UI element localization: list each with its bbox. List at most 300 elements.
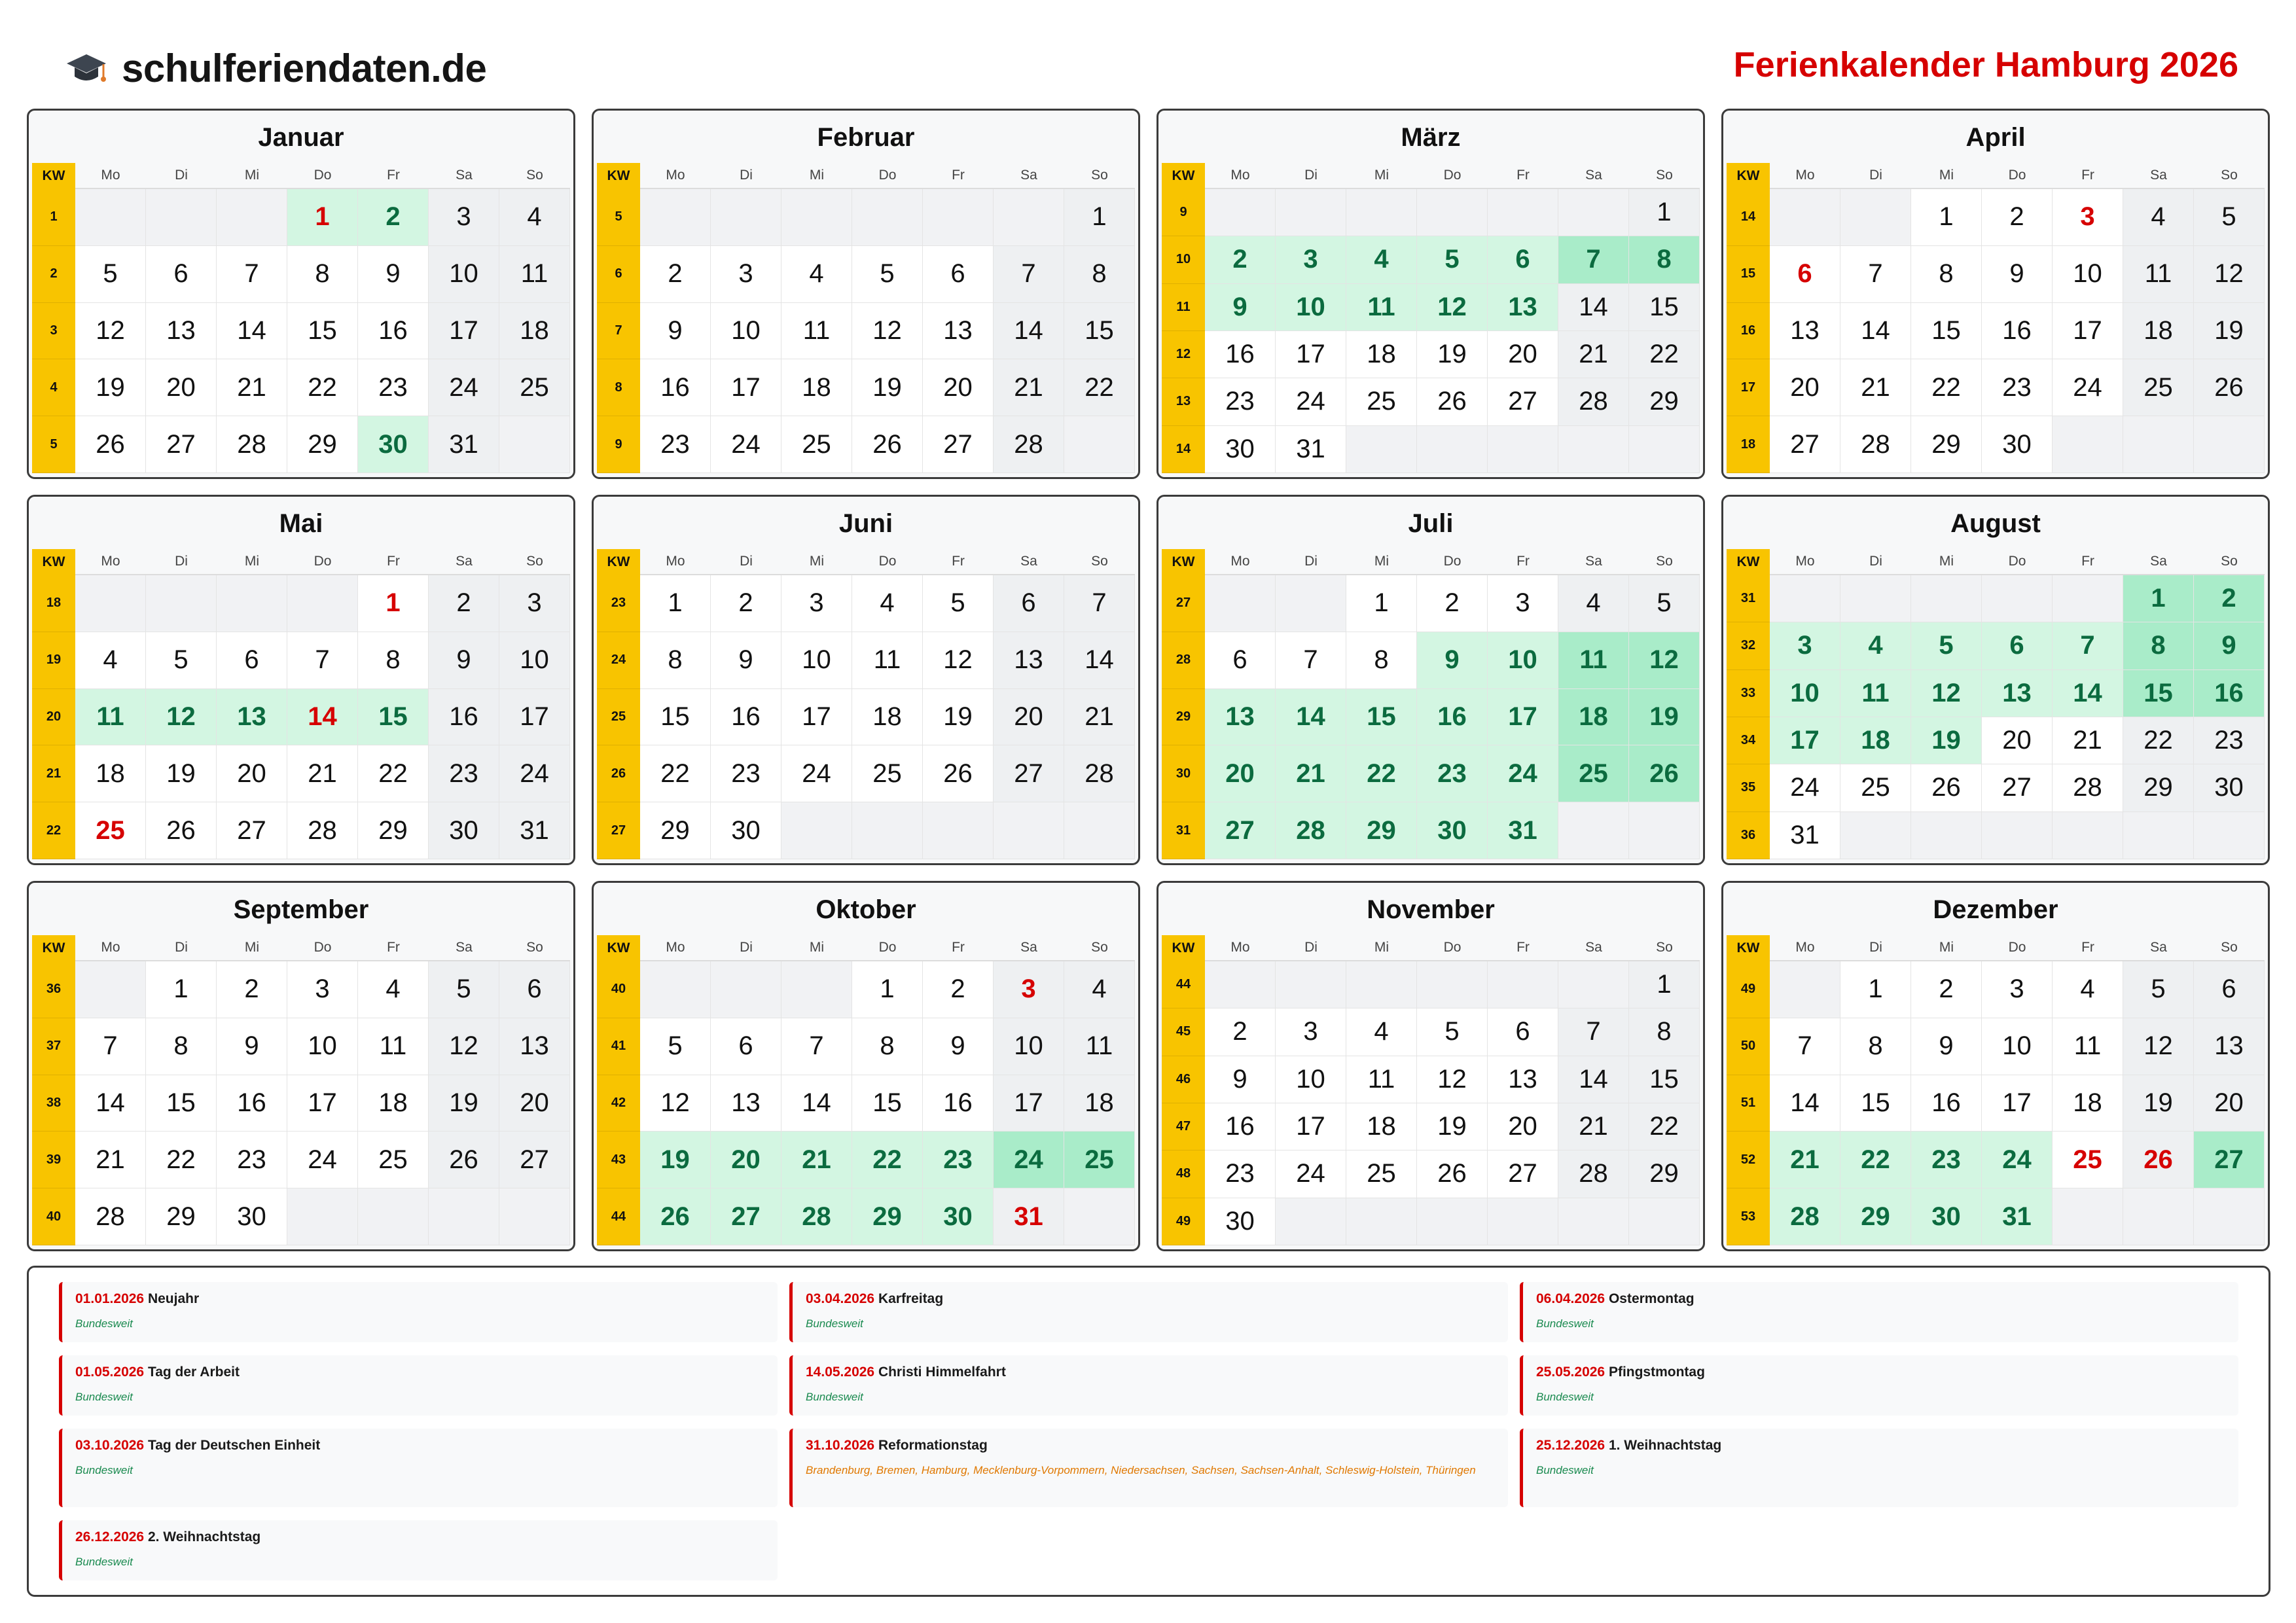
day-cell[interactable]: 24 xyxy=(1276,378,1346,425)
day-cell[interactable]: 11 xyxy=(2123,246,2194,303)
day-cell[interactable]: 31 xyxy=(499,802,570,859)
day-cell[interactable]: 18 xyxy=(358,1075,429,1132)
day-cell[interactable]: 2 xyxy=(923,961,994,1018)
day-cell[interactable]: 11 xyxy=(1346,284,1417,331)
day-cell[interactable]: 22 xyxy=(1911,359,1982,416)
day-cell[interactable]: 15 xyxy=(1911,303,1982,360)
day-cell[interactable]: 8 xyxy=(287,246,358,303)
day-cell[interactable]: 10 xyxy=(1982,1018,2053,1075)
day-cell[interactable]: 2 xyxy=(640,246,711,303)
day-cell[interactable]: 29 xyxy=(640,802,711,859)
day-cell[interactable]: 26 xyxy=(2123,1132,2194,1188)
day-cell[interactable]: 1 xyxy=(1629,189,1700,236)
day-cell[interactable]: 30 xyxy=(923,1188,994,1245)
day-cell[interactable]: 23 xyxy=(923,1132,994,1188)
day-cell[interactable]: 27 xyxy=(1488,1150,1558,1198)
day-cell[interactable]: 21 xyxy=(1558,1103,1629,1150)
day-cell[interactable]: 29 xyxy=(2123,764,2194,812)
day-cell[interactable]: 1 xyxy=(146,961,217,1018)
day-cell[interactable]: 22 xyxy=(358,745,429,802)
day-cell[interactable]: 27 xyxy=(1982,764,2053,812)
day-cell[interactable]: 4 xyxy=(1558,575,1629,632)
day-cell[interactable]: 15 xyxy=(2123,670,2194,717)
day-cell[interactable]: 3 xyxy=(2053,189,2123,246)
day-cell[interactable]: 1 xyxy=(1629,961,1700,1008)
day-cell[interactable]: 25 xyxy=(781,416,852,473)
day-cell[interactable]: 7 xyxy=(75,1018,146,1075)
day-cell[interactable]: 17 xyxy=(781,689,852,746)
day-cell[interactable]: 18 xyxy=(1840,717,1911,764)
day-cell[interactable]: 3 xyxy=(1276,236,1346,283)
day-cell[interactable]: 24 xyxy=(1982,1132,2053,1188)
day-cell[interactable]: 19 xyxy=(1629,689,1700,746)
site-logo[interactable] xyxy=(65,46,486,91)
day-cell[interactable]: 3 xyxy=(1770,622,1840,669)
day-cell[interactable]: 25 xyxy=(2053,1132,2123,1188)
day-cell[interactable]: 3 xyxy=(287,961,358,1018)
day-cell[interactable]: 15 xyxy=(1840,1075,1911,1132)
day-cell[interactable]: 15 xyxy=(852,1075,923,1132)
day-cell[interactable]: 29 xyxy=(358,802,429,859)
day-cell[interactable]: 24 xyxy=(711,416,781,473)
day-cell[interactable]: 23 xyxy=(217,1132,287,1188)
day-cell[interactable]: 16 xyxy=(358,303,429,360)
day-cell[interactable]: 17 xyxy=(1982,1075,2053,1132)
day-cell[interactable]: 17 xyxy=(287,1075,358,1132)
day-cell[interactable]: 16 xyxy=(1911,1075,1982,1132)
day-cell[interactable]: 14 xyxy=(1558,1056,1629,1103)
day-cell[interactable]: 11 xyxy=(1558,632,1629,689)
day-cell[interactable]: 30 xyxy=(1982,416,2053,473)
day-cell[interactable]: 29 xyxy=(287,416,358,473)
day-cell[interactable]: 10 xyxy=(1770,670,1840,717)
day-cell[interactable]: 13 xyxy=(994,632,1064,689)
day-cell[interactable]: 6 xyxy=(711,1018,781,1075)
day-cell[interactable]: 6 xyxy=(1205,632,1276,689)
day-cell[interactable]: 26 xyxy=(923,745,994,802)
day-cell[interactable]: 15 xyxy=(146,1075,217,1132)
day-cell[interactable]: 28 xyxy=(1558,1150,1629,1198)
day-cell[interactable]: 21 xyxy=(781,1132,852,1188)
day-cell[interactable]: 18 xyxy=(75,745,146,802)
day-cell[interactable]: 20 xyxy=(1488,331,1558,378)
day-cell[interactable]: 20 xyxy=(499,1075,570,1132)
day-cell[interactable]: 26 xyxy=(75,416,146,473)
day-cell[interactable]: 9 xyxy=(1205,284,1276,331)
day-cell[interactable]: 17 xyxy=(1770,717,1840,764)
day-cell[interactable]: 4 xyxy=(75,632,146,689)
day-cell[interactable]: 2 xyxy=(429,575,499,632)
day-cell[interactable]: 4 xyxy=(852,575,923,632)
day-cell[interactable]: 21 xyxy=(1770,1132,1840,1188)
day-cell[interactable]: 15 xyxy=(1064,303,1135,360)
day-cell[interactable]: 13 xyxy=(1205,689,1276,746)
day-cell[interactable]: 14 xyxy=(75,1075,146,1132)
day-cell[interactable]: 8 xyxy=(1629,236,1700,283)
day-cell[interactable]: 15 xyxy=(1346,689,1417,746)
day-cell[interactable]: 4 xyxy=(358,961,429,1018)
day-cell[interactable]: 26 xyxy=(1417,1150,1488,1198)
day-cell[interactable]: 14 xyxy=(781,1075,852,1132)
day-cell[interactable]: 28 xyxy=(287,802,358,859)
day-cell[interactable]: 21 xyxy=(1558,331,1629,378)
day-cell[interactable]: 21 xyxy=(75,1132,146,1188)
day-cell[interactable]: 30 xyxy=(1417,802,1488,859)
day-cell[interactable]: 11 xyxy=(781,303,852,360)
day-cell[interactable]: 13 xyxy=(146,303,217,360)
day-cell[interactable]: 19 xyxy=(2194,303,2265,360)
day-cell[interactable]: 13 xyxy=(1770,303,1840,360)
day-cell[interactable]: 11 xyxy=(1064,1018,1135,1075)
day-cell[interactable]: 23 xyxy=(1417,745,1488,802)
day-cell[interactable]: 7 xyxy=(1276,632,1346,689)
day-cell[interactable]: 28 xyxy=(75,1188,146,1245)
day-cell[interactable]: 4 xyxy=(1346,1008,1417,1056)
day-cell[interactable]: 16 xyxy=(1205,1103,1276,1150)
day-cell[interactable]: 4 xyxy=(1064,961,1135,1018)
day-cell[interactable]: 10 xyxy=(994,1018,1064,1075)
day-cell[interactable]: 3 xyxy=(711,246,781,303)
day-cell[interactable]: 4 xyxy=(781,246,852,303)
day-cell[interactable]: 10 xyxy=(711,303,781,360)
day-cell[interactable]: 20 xyxy=(1770,359,1840,416)
day-cell[interactable]: 14 xyxy=(287,689,358,746)
day-cell[interactable]: 3 xyxy=(1982,961,2053,1018)
day-cell[interactable]: 11 xyxy=(2053,1018,2123,1075)
day-cell[interactable]: 17 xyxy=(429,303,499,360)
day-cell[interactable]: 3 xyxy=(1276,1008,1346,1056)
day-cell[interactable]: 9 xyxy=(1911,1018,1982,1075)
day-cell[interactable]: 23 xyxy=(1911,1132,1982,1188)
day-cell[interactable]: 16 xyxy=(1205,331,1276,378)
day-cell[interactable]: 23 xyxy=(429,745,499,802)
day-cell[interactable]: 8 xyxy=(1346,632,1417,689)
day-cell[interactable]: 14 xyxy=(1558,284,1629,331)
day-cell[interactable]: 2 xyxy=(1911,961,1982,1018)
day-cell[interactable]: 14 xyxy=(1276,689,1346,746)
day-cell[interactable]: 11 xyxy=(852,632,923,689)
day-cell[interactable]: 24 xyxy=(1276,1150,1346,1198)
day-cell[interactable]: 24 xyxy=(1488,745,1558,802)
day-cell[interactable]: 13 xyxy=(711,1075,781,1132)
day-cell[interactable]: 21 xyxy=(2053,717,2123,764)
day-cell[interactable]: 28 xyxy=(1558,378,1629,425)
day-cell[interactable]: 7 xyxy=(1558,236,1629,283)
day-cell[interactable]: 14 xyxy=(2053,670,2123,717)
day-cell[interactable]: 6 xyxy=(217,632,287,689)
day-cell[interactable]: 15 xyxy=(1629,284,1700,331)
day-cell[interactable]: 8 xyxy=(1064,246,1135,303)
day-cell[interactable]: 4 xyxy=(1346,236,1417,283)
day-cell[interactable]: 20 xyxy=(923,359,994,416)
day-cell[interactable]: 28 xyxy=(2053,764,2123,812)
day-cell[interactable]: 18 xyxy=(1064,1075,1135,1132)
day-cell[interactable]: 17 xyxy=(711,359,781,416)
day-cell[interactable]: 8 xyxy=(1911,246,1982,303)
day-cell[interactable]: 13 xyxy=(2194,1018,2265,1075)
day-cell[interactable]: 21 xyxy=(217,359,287,416)
day-cell[interactable]: 12 xyxy=(852,303,923,360)
day-cell[interactable]: 19 xyxy=(146,745,217,802)
day-cell[interactable]: 15 xyxy=(640,689,711,746)
day-cell[interactable]: 5 xyxy=(1417,236,1488,283)
day-cell[interactable]: 20 xyxy=(1205,745,1276,802)
day-cell[interactable]: 2 xyxy=(217,961,287,1018)
day-cell[interactable]: 16 xyxy=(1417,689,1488,746)
day-cell[interactable]: 23 xyxy=(358,359,429,416)
day-cell[interactable]: 30 xyxy=(711,802,781,859)
day-cell[interactable]: 24 xyxy=(287,1132,358,1188)
day-cell[interactable]: 1 xyxy=(2123,575,2194,622)
day-cell[interactable]: 16 xyxy=(923,1075,994,1132)
day-cell[interactable]: 8 xyxy=(1629,1008,1700,1056)
day-cell[interactable]: 7 xyxy=(1840,246,1911,303)
day-cell[interactable]: 10 xyxy=(1488,632,1558,689)
day-cell[interactable]: 5 xyxy=(852,246,923,303)
day-cell[interactable]: 6 xyxy=(1982,622,2053,669)
day-cell[interactable]: 16 xyxy=(217,1075,287,1132)
day-cell[interactable]: 21 xyxy=(1064,689,1135,746)
day-cell[interactable]: 23 xyxy=(1205,1150,1276,1198)
day-cell[interactable]: 27 xyxy=(711,1188,781,1245)
day-cell[interactable]: 23 xyxy=(1982,359,2053,416)
day-cell[interactable]: 30 xyxy=(429,802,499,859)
day-cell[interactable]: 5 xyxy=(75,246,146,303)
day-cell[interactable]: 8 xyxy=(146,1018,217,1075)
day-cell[interactable]: 9 xyxy=(1205,1056,1276,1103)
day-cell[interactable]: 12 xyxy=(429,1018,499,1075)
day-cell[interactable]: 27 xyxy=(994,745,1064,802)
day-cell[interactable]: 22 xyxy=(1346,745,1417,802)
day-cell[interactable]: 28 xyxy=(1840,416,1911,473)
day-cell[interactable]: 21 xyxy=(287,745,358,802)
day-cell[interactable]: 13 xyxy=(217,689,287,746)
day-cell[interactable]: 9 xyxy=(923,1018,994,1075)
day-cell[interactable]: 20 xyxy=(2194,1075,2265,1132)
day-cell[interactable]: 27 xyxy=(1770,416,1840,473)
day-cell[interactable]: 28 xyxy=(1276,802,1346,859)
day-cell[interactable]: 8 xyxy=(358,632,429,689)
day-cell[interactable]: 21 xyxy=(1840,359,1911,416)
day-cell[interactable]: 19 xyxy=(2123,1075,2194,1132)
day-cell[interactable]: 12 xyxy=(75,303,146,360)
day-cell[interactable]: 22 xyxy=(1629,331,1700,378)
day-cell[interactable]: 18 xyxy=(781,359,852,416)
day-cell[interactable]: 29 xyxy=(1629,378,1700,425)
day-cell[interactable]: 22 xyxy=(146,1132,217,1188)
day-cell[interactable]: 22 xyxy=(1629,1103,1700,1150)
day-cell[interactable]: 12 xyxy=(640,1075,711,1132)
day-cell[interactable]: 4 xyxy=(499,189,570,246)
day-cell[interactable]: 23 xyxy=(711,745,781,802)
day-cell[interactable]: 20 xyxy=(1488,1103,1558,1150)
day-cell[interactable]: 13 xyxy=(1982,670,2053,717)
day-cell[interactable]: 29 xyxy=(146,1188,217,1245)
day-cell[interactable]: 25 xyxy=(2123,359,2194,416)
day-cell[interactable]: 5 xyxy=(429,961,499,1018)
day-cell[interactable]: 26 xyxy=(1911,764,1982,812)
day-cell[interactable]: 25 xyxy=(75,802,146,859)
day-cell[interactable]: 4 xyxy=(2053,961,2123,1018)
day-cell[interactable]: 21 xyxy=(1276,745,1346,802)
day-cell[interactable]: 9 xyxy=(429,632,499,689)
day-cell[interactable]: 25 xyxy=(1346,378,1417,425)
day-cell[interactable]: 16 xyxy=(429,689,499,746)
day-cell[interactable]: 9 xyxy=(1417,632,1488,689)
day-cell[interactable]: 27 xyxy=(1205,802,1276,859)
day-cell[interactable]: 3 xyxy=(429,189,499,246)
day-cell[interactable]: 2 xyxy=(1982,189,2053,246)
day-cell[interactable]: 12 xyxy=(1417,1056,1488,1103)
day-cell[interactable]: 25 xyxy=(499,359,570,416)
day-cell[interactable]: 25 xyxy=(358,1132,429,1188)
day-cell[interactable]: 12 xyxy=(923,632,994,689)
day-cell[interactable]: 12 xyxy=(1629,632,1700,689)
day-cell[interactable]: 5 xyxy=(146,632,217,689)
day-cell[interactable]: 3 xyxy=(781,575,852,632)
day-cell[interactable]: 22 xyxy=(2123,717,2194,764)
day-cell[interactable]: 20 xyxy=(1982,717,2053,764)
day-cell[interactable]: 27 xyxy=(217,802,287,859)
day-cell[interactable]: 5 xyxy=(2194,189,2265,246)
day-cell[interactable]: 26 xyxy=(146,802,217,859)
day-cell[interactable]: 7 xyxy=(1770,1018,1840,1075)
day-cell[interactable]: 27 xyxy=(499,1132,570,1188)
day-cell[interactable]: 27 xyxy=(146,416,217,473)
day-cell[interactable]: 6 xyxy=(1770,246,1840,303)
day-cell[interactable]: 2 xyxy=(1417,575,1488,632)
day-cell[interactable]: 31 xyxy=(429,416,499,473)
day-cell[interactable]: 26 xyxy=(1417,378,1488,425)
day-cell[interactable]: 10 xyxy=(429,246,499,303)
day-cell[interactable]: 8 xyxy=(1840,1018,1911,1075)
day-cell[interactable]: 27 xyxy=(1488,378,1558,425)
day-cell[interactable]: 18 xyxy=(2053,1075,2123,1132)
day-cell[interactable]: 9 xyxy=(640,303,711,360)
day-cell[interactable]: 26 xyxy=(1629,745,1700,802)
day-cell[interactable]: 18 xyxy=(852,689,923,746)
day-cell[interactable]: 25 xyxy=(1840,764,1911,812)
day-cell[interactable]: 27 xyxy=(2194,1132,2265,1188)
day-cell[interactable]: 5 xyxy=(1911,622,1982,669)
day-cell[interactable]: 19 xyxy=(640,1132,711,1188)
day-cell[interactable]: 6 xyxy=(1488,1008,1558,1056)
day-cell[interactable]: 15 xyxy=(287,303,358,360)
day-cell[interactable]: 11 xyxy=(1840,670,1911,717)
day-cell[interactable]: 11 xyxy=(1346,1056,1417,1103)
day-cell[interactable]: 13 xyxy=(499,1018,570,1075)
day-cell[interactable]: 7 xyxy=(2053,622,2123,669)
day-cell[interactable]: 16 xyxy=(1982,303,2053,360)
day-cell[interactable]: 31 xyxy=(1276,426,1346,473)
day-cell[interactable]: 16 xyxy=(711,689,781,746)
day-cell[interactable]: 15 xyxy=(358,689,429,746)
day-cell[interactable]: 10 xyxy=(499,632,570,689)
day-cell[interactable]: 19 xyxy=(1417,331,1488,378)
day-cell[interactable]: 17 xyxy=(1488,689,1558,746)
day-cell[interactable]: 25 xyxy=(1064,1132,1135,1188)
day-cell[interactable]: 22 xyxy=(1064,359,1135,416)
day-cell[interactable]: 20 xyxy=(711,1132,781,1188)
day-cell[interactable]: 14 xyxy=(1770,1075,1840,1132)
day-cell[interactable]: 30 xyxy=(358,416,429,473)
day-cell[interactable]: 24 xyxy=(994,1132,1064,1188)
day-cell[interactable]: 26 xyxy=(852,416,923,473)
day-cell[interactable]: 5 xyxy=(1629,575,1700,632)
day-cell[interactable]: 30 xyxy=(1205,1198,1276,1245)
day-cell[interactable]: 1 xyxy=(358,575,429,632)
day-cell[interactable]: 29 xyxy=(1911,416,1982,473)
day-cell[interactable]: 23 xyxy=(1205,378,1276,425)
day-cell[interactable]: 6 xyxy=(1488,236,1558,283)
day-cell[interactable]: 13 xyxy=(1488,284,1558,331)
day-cell[interactable]: 30 xyxy=(1911,1188,1982,1245)
day-cell[interactable]: 9 xyxy=(1982,246,2053,303)
day-cell[interactable]: 11 xyxy=(499,246,570,303)
day-cell[interactable]: 23 xyxy=(640,416,711,473)
day-cell[interactable]: 23 xyxy=(2194,717,2265,764)
day-cell[interactable]: 5 xyxy=(2123,961,2194,1018)
day-cell[interactable]: 28 xyxy=(781,1188,852,1245)
day-cell[interactable]: 30 xyxy=(2194,764,2265,812)
day-cell[interactable]: 17 xyxy=(2053,303,2123,360)
day-cell[interactable]: 13 xyxy=(923,303,994,360)
day-cell[interactable]: 26 xyxy=(2194,359,2265,416)
day-cell[interactable]: 6 xyxy=(923,246,994,303)
day-cell[interactable]: 1 xyxy=(287,189,358,246)
day-cell[interactable]: 10 xyxy=(2053,246,2123,303)
day-cell[interactable]: 8 xyxy=(852,1018,923,1075)
day-cell[interactable]: 20 xyxy=(146,359,217,416)
day-cell[interactable]: 11 xyxy=(358,1018,429,1075)
day-cell[interactable]: 12 xyxy=(2123,1018,2194,1075)
day-cell[interactable]: 25 xyxy=(1558,745,1629,802)
day-cell[interactable]: 2 xyxy=(1205,1008,1276,1056)
day-cell[interactable]: 7 xyxy=(287,632,358,689)
day-cell[interactable]: 31 xyxy=(1770,812,1840,859)
day-cell[interactable]: 25 xyxy=(852,745,923,802)
day-cell[interactable]: 21 xyxy=(994,359,1064,416)
day-cell[interactable]: 1 xyxy=(852,961,923,1018)
day-cell[interactable]: 24 xyxy=(1770,764,1840,812)
day-cell[interactable]: 12 xyxy=(146,689,217,746)
day-cell[interactable]: 10 xyxy=(1276,1056,1346,1103)
day-cell[interactable]: 28 xyxy=(994,416,1064,473)
day-cell[interactable]: 1 xyxy=(640,575,711,632)
day-cell[interactable]: 29 xyxy=(1840,1188,1911,1245)
day-cell[interactable]: 2 xyxy=(711,575,781,632)
day-cell[interactable]: 3 xyxy=(994,961,1064,1018)
day-cell[interactable]: 18 xyxy=(1346,331,1417,378)
day-cell[interactable]: 24 xyxy=(781,745,852,802)
day-cell[interactable]: 10 xyxy=(1276,284,1346,331)
day-cell[interactable]: 18 xyxy=(1558,689,1629,746)
day-cell[interactable]: 5 xyxy=(1417,1008,1488,1056)
day-cell[interactable]: 18 xyxy=(2123,303,2194,360)
day-cell[interactable]: 2 xyxy=(358,189,429,246)
day-cell[interactable]: 2 xyxy=(1205,236,1276,283)
day-cell[interactable]: 31 xyxy=(994,1188,1064,1245)
day-cell[interactable]: 28 xyxy=(1064,745,1135,802)
day-cell[interactable]: 6 xyxy=(994,575,1064,632)
day-cell[interactable]: 1 xyxy=(1064,189,1135,246)
day-cell[interactable]: 27 xyxy=(923,416,994,473)
day-cell[interactable]: 10 xyxy=(781,632,852,689)
day-cell[interactable]: 17 xyxy=(1276,1103,1346,1150)
day-cell[interactable]: 7 xyxy=(994,246,1064,303)
day-cell[interactable]: 18 xyxy=(1346,1103,1417,1150)
day-cell[interactable]: 26 xyxy=(429,1132,499,1188)
